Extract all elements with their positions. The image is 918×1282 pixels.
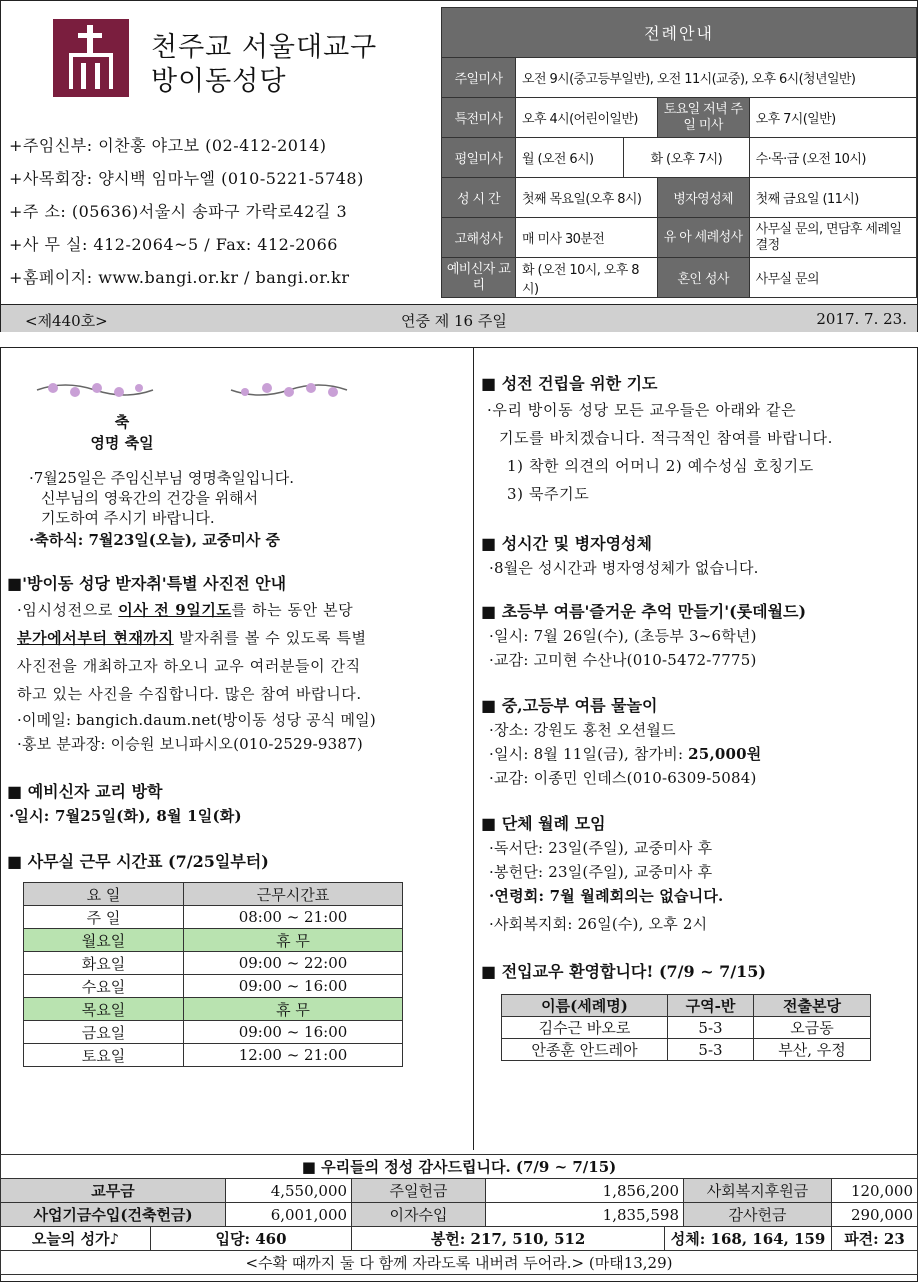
label-holy-hour: 성 시 간 bbox=[442, 178, 516, 218]
issue-date: 2017. 7. 23. bbox=[816, 310, 907, 328]
group-meeting-line: ·사회복지회: 26일(수), 오후 2시 bbox=[489, 915, 708, 933]
offering-label: 이자수입 bbox=[352, 1203, 486, 1227]
building-prayer-line: 기도를 바치겠습니다. 적극적인 참여를 바랍니다. bbox=[499, 429, 834, 447]
group-meeting-line: ·독서단: 23일(주일), 교중미사 후 bbox=[489, 839, 713, 857]
schedule-hours: 09:00 ~ 16:00 bbox=[184, 1021, 403, 1044]
homepage-line: +홈페이지: www.bangi.or.kr / bangi.or.kr bbox=[9, 268, 350, 287]
offering-amount: 6,001,000 bbox=[226, 1203, 352, 1227]
elementary-event-title: ■ 초등부 여름'즐거운 추억 만들기'(롯데월드) bbox=[481, 602, 807, 621]
elementary-event-line: ·교감: 고미현 수산나(010-5472-7775) bbox=[489, 651, 757, 669]
office-hours-table bbox=[23, 882, 403, 1067]
schedule-hours: 휴 무 bbox=[184, 929, 403, 952]
feast-line: 기도하여 주시기 바랍니다. bbox=[41, 509, 215, 527]
schedule-hours: 09:00 ~ 22:00 bbox=[184, 952, 403, 975]
photo-exhibit-title: ■'방이동 성당 받자취'특별 사진전 안내 bbox=[7, 574, 287, 593]
value-weekday-tue: 화 (오후 7시) bbox=[624, 138, 750, 178]
hymn-label: 오늘의 성가♪ bbox=[1, 1227, 151, 1251]
newcomer-head: 이름(세례명) bbox=[502, 995, 668, 1017]
floral-ornament bbox=[7, 366, 467, 412]
youth-event-fee: 25,000원 bbox=[688, 745, 762, 763]
hymn-communion: 성체: 168, 164, 159 bbox=[665, 1227, 832, 1251]
building-prayer-line: 1) 착한 의견의 어머니 2) 예수성심 호칭기도 bbox=[507, 457, 814, 475]
left-column bbox=[7, 366, 467, 1067]
value-weekday-wed: 수·목·금 (오전 10시) bbox=[749, 138, 916, 178]
schedule-day: 토요일 bbox=[24, 1044, 184, 1067]
hymn-dismissal: 파견: 23 bbox=[832, 1227, 918, 1251]
schedule-day: 주 일 bbox=[24, 906, 184, 929]
building-prayer-line: 3) 묵주기도 bbox=[507, 485, 590, 503]
offering-amount: 1,835,598 bbox=[486, 1203, 684, 1227]
schedule-hours: 12:00 ~ 21:00 bbox=[184, 1044, 403, 1067]
holy-hour-title: ■ 성시간 및 병자영성체 bbox=[481, 534, 652, 553]
offering-label: 감사헌금 bbox=[684, 1203, 832, 1227]
offering-title: ■ 우리들의 정성 감사드립니다. (7/9 ~ 7/15) bbox=[1, 1155, 918, 1179]
offering-label: 사회복지후원금 bbox=[684, 1179, 832, 1203]
offering-label: 주일헌금 bbox=[352, 1179, 486, 1203]
newcomer-title: ■ 전입교우 환영합니다! (7/9 ~ 7/15) bbox=[481, 962, 766, 981]
youth-event-line: ·일시: 8월 11일(금), 참가비: 25,000원 bbox=[489, 745, 762, 763]
elementary-event-line: ·일시: 7월 26일(수), (초등부 3~6학년) bbox=[489, 627, 757, 645]
newcomer-name: 김수근 바오로 bbox=[502, 1017, 668, 1039]
newcomer-table bbox=[501, 994, 871, 1061]
offering-amount: 290,000 bbox=[832, 1203, 918, 1227]
value-infant-baptism: 사무실 문의, 면담후 세례일 결정 bbox=[749, 218, 916, 258]
newcomer-name: 안종훈 안드레아 bbox=[502, 1039, 668, 1061]
right-column bbox=[481, 372, 911, 1061]
label-weekday-mass: 평일미사 bbox=[442, 138, 516, 178]
label-saturday-mass: 토요일 저녁 주일 미사 bbox=[657, 98, 749, 138]
group-meeting-title: ■ 단체 월례 모임 bbox=[481, 814, 606, 833]
hymn-entrance: 입당: 460 bbox=[151, 1227, 352, 1251]
hymn-offertory: 봉헌: 217, 510, 512 bbox=[352, 1227, 665, 1251]
flower-vine-icon bbox=[35, 380, 155, 400]
catechumen-break-title: ■ 예비신자 교리 방학 bbox=[7, 782, 163, 801]
schedule-head-day: 요 일 bbox=[24, 883, 184, 906]
bulletin-body bbox=[0, 347, 918, 1282]
schedule-hours: 09:00 ~ 16:00 bbox=[184, 975, 403, 998]
label-wedding: 혼인 성사 bbox=[657, 258, 749, 298]
parish-name: 방이동성당 bbox=[151, 66, 287, 97]
schedule-day: 금요일 bbox=[24, 1021, 184, 1044]
building-prayer-line: ·우리 방이동 성당 모든 교우들은 아래와 같은 bbox=[487, 401, 797, 419]
youth-event-line: ·교감: 이종민 인데스(010-6309-5084) bbox=[489, 769, 757, 787]
liturgy-table bbox=[441, 7, 917, 298]
building-prayer-title: ■ 성전 건립을 위한 기도 bbox=[481, 374, 658, 393]
value-sick-communion: 첫째 금요일 (11시) bbox=[749, 178, 916, 218]
value-catechumen: 화 (오전 10시, 오후 8시) bbox=[516, 258, 658, 298]
offering-label: 사업기금수입(건축헌금) bbox=[1, 1203, 226, 1227]
schedule-day: 월요일 bbox=[24, 929, 184, 952]
label-catechumen: 예비신자 교 리 bbox=[442, 258, 516, 298]
value-saturday-mass: 오후 7시(일반) bbox=[749, 98, 916, 138]
photo-contact: ·홍보 분과장: 이승원 보니파시오(010-2529-9387) bbox=[17, 735, 363, 753]
label-special-mass: 특전미사 bbox=[442, 98, 516, 138]
value-weekday-mon: 월 (오전 6시) bbox=[516, 138, 624, 178]
label-infant-baptism: 유 아 세례성사 bbox=[657, 218, 749, 258]
schedule-head-hours: 근무시간표 bbox=[184, 883, 403, 906]
label-sick-communion: 병자영성체 bbox=[657, 178, 749, 218]
offering-table bbox=[0, 1154, 918, 1275]
newcomer-parish: 오금동 bbox=[754, 1017, 871, 1039]
value-holy-hour: 첫째 목요일(오후 8시) bbox=[516, 178, 658, 218]
issue-bar bbox=[1, 304, 917, 332]
photo-exhibit-text: ·임시성전으로 이사 전 9일기도를 하는 동안 본당 분가에서부터 현재까지 발자취를 볼 수 있도록 특별 사진전을 개최하고자 하오니 교우 여러분들이 간직 하고 있는 사진을 수집합니다. 많은 참여 바랍니다. bbox=[17, 601, 367, 703]
bulletin-header bbox=[0, 0, 918, 332]
feast-celebration: ·축하식: 7월23일(오늘), 교중미사 중 bbox=[29, 531, 281, 549]
liturgy-caption: 전례안내 bbox=[442, 8, 917, 58]
label-sunday-mass: 주일미사 bbox=[442, 58, 516, 98]
holy-hour-notice: ·8월은 성시간과 병자영성체가 없습니다. bbox=[489, 559, 759, 577]
newcomer-head: 구역-반 bbox=[668, 995, 754, 1017]
newcomer-parish: 부산, 우정 bbox=[754, 1039, 871, 1061]
catechumen-break-date: ·일시: 7월25일(화), 8월 1일(화) bbox=[9, 807, 242, 825]
feast-heading-1: 축 bbox=[114, 413, 130, 431]
office-hours-title: ■ 사무실 근무 시간표 (7/25일부터) bbox=[7, 852, 269, 871]
photo-email: ·이메일: bangich.daum.net(방이동 성당 공식 메일) bbox=[17, 711, 376, 729]
feast-line: 신부님의 영육간의 건강을 위해서 bbox=[41, 489, 259, 507]
group-meeting-line: ·연령회: 7월 월례회의는 없습니다. bbox=[489, 887, 724, 905]
newcomer-zone: 5-3 bbox=[668, 1017, 754, 1039]
pastor-line: +주임신부: 이찬홍 야고보 (02-412-2014) bbox=[9, 136, 327, 155]
liturgical-week: 연중 제 16 주일 bbox=[401, 312, 507, 330]
offering-amount: 120,000 bbox=[832, 1179, 918, 1203]
scripture-quote: <수확 때까지 둘 다 함께 자라도록 내버려 두어라.> (마태13,29) bbox=[1, 1251, 918, 1275]
value-confession: 매 미사 30분전 bbox=[516, 218, 658, 258]
newcomer-zone: 5-3 bbox=[668, 1039, 754, 1061]
org-name: 천주교 서울대교구 bbox=[151, 32, 378, 63]
schedule-day: 목요일 bbox=[24, 998, 184, 1021]
feast-notice bbox=[7, 468, 467, 552]
group-meeting-line: ·봉헌단: 23일(주일), 교중미사 후 bbox=[489, 863, 713, 881]
schedule-day: 화요일 bbox=[24, 952, 184, 975]
feast-heading-2: 영명 축일 bbox=[90, 434, 154, 452]
offering-amount: 1,856,200 bbox=[486, 1179, 684, 1203]
value-wedding: 사무실 문의 bbox=[749, 258, 916, 298]
schedule-hours: 08:00 ~ 21:00 bbox=[184, 906, 403, 929]
offering-amount: 4,550,000 bbox=[226, 1179, 352, 1203]
label-confession: 고해성사 bbox=[442, 218, 516, 258]
value-special-mass: 오후 4시(어린이일반) bbox=[516, 98, 658, 138]
column-divider bbox=[473, 348, 474, 1150]
parish-info bbox=[9, 129, 434, 294]
youth-event-title: ■ 중,고등부 여름 물놀이 bbox=[481, 696, 658, 715]
schedule-hours: 휴 무 bbox=[184, 998, 403, 1021]
feast-line: ·7월25일은 주임신부님 영명축일입니다. bbox=[29, 469, 295, 487]
council-line: +사목회장: 양시백 임마누엘 (010-5221-5748) bbox=[9, 169, 364, 188]
issue-number: <제440호> bbox=[25, 312, 108, 330]
address-line: +주 소: (05636)서울시 송파구 가락로42길 3 bbox=[9, 202, 348, 221]
church-logo bbox=[53, 19, 129, 97]
youth-event-line: ·장소: 강원도 홍천 오션월드 bbox=[489, 721, 676, 739]
value-sunday-mass: 오전 9시(중고등부일반), 오전 11시(교중), 오후 6시(청년일반) bbox=[516, 58, 917, 98]
newcomer-head: 전출본당 bbox=[754, 995, 871, 1017]
offering-label: 교무금 bbox=[1, 1179, 226, 1203]
office-line: +사 무 실: 412-2064~5 / Fax: 412-2066 bbox=[9, 235, 338, 254]
schedule-day: 수요일 bbox=[24, 975, 184, 998]
flower-vine-icon bbox=[229, 380, 349, 400]
